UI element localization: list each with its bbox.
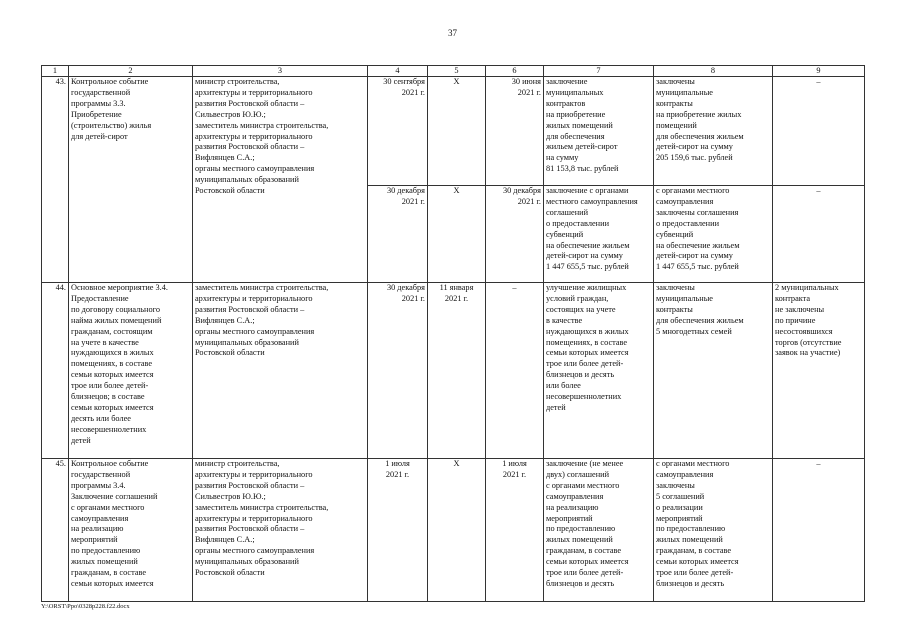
column-number: 8 (654, 66, 773, 77)
cell-line: 2 муниципальных (775, 283, 839, 292)
cell-line: несовершеннолетних (546, 392, 622, 402)
reason-cell (773, 283, 865, 459)
cell-line: 30 июня (511, 77, 541, 86)
row-number: 43. (42, 77, 69, 283)
cell-line: помещениях, в составе (546, 337, 628, 347)
cell-line: заключены (656, 480, 695, 490)
row-number: 44. (42, 283, 69, 459)
cell-line: 2021 г. (401, 293, 425, 303)
cell-line: Предоставление (71, 293, 129, 303)
actual-date-cell: – (486, 283, 544, 459)
cell-line: Ростовской области (195, 186, 265, 196)
cell-line: муниципальных образований (195, 337, 299, 347)
cell-line: самоуправления (656, 196, 714, 206)
cell-line: состоящих на учете (546, 304, 616, 314)
cell-line: заместитель министра строительства, (195, 120, 329, 130)
cell-line: муниципальные (656, 87, 713, 97)
planned-date-cell (368, 283, 428, 459)
cell-line: 1 447 655,5 тыс. рублей (546, 262, 629, 272)
cell-line: развития Ростовской области – (195, 480, 305, 490)
cell-line: 1 447 655,5 тыс. рублей (656, 262, 739, 272)
cell-line: в качестве (546, 315, 583, 325)
cell-line: (строительство) жилья (71, 120, 152, 130)
cell-line: семьи которых имеется (71, 370, 154, 380)
cell-line: на приобретение жилых (656, 109, 742, 119)
cell-line: для обеспечения жильем (656, 131, 744, 141)
executor-cell (193, 77, 368, 283)
column-number: 3 (193, 66, 368, 77)
column-number: 2 (69, 66, 193, 77)
cell-line: министр строительства, (195, 459, 280, 468)
cell-line: соглашений (546, 207, 589, 217)
actual-result-cell (654, 283, 773, 459)
cell-line: заключены (656, 283, 695, 292)
cell-line: или более (546, 381, 581, 391)
cell-line: несостоявшихся (775, 326, 833, 336)
cell-line: семьи которых имеется (656, 557, 739, 567)
cell-line: 30 декабря (502, 186, 541, 195)
column-number: 9 (773, 66, 865, 77)
cell-line: муниципальные (656, 293, 713, 303)
cell-line: с органами местного (546, 480, 620, 490)
cell-line: заместитель министра строительства, (195, 502, 329, 512)
cell-line: близнецов и десять (656, 578, 725, 588)
cell-line: Приобретение (71, 109, 122, 119)
cell-line: 30 сентября (383, 77, 425, 86)
cell-line: заместитель министра строительства, (195, 283, 329, 292)
page-number: 37 (448, 28, 457, 38)
cell-line: трое или более детей- (546, 568, 624, 578)
cell-line: детей-сирот на сумму (546, 251, 623, 261)
cell-line: на учете в качестве (71, 337, 139, 347)
cell-line: 5 соглашений (656, 491, 705, 501)
cell-line: 1 июля (502, 459, 527, 468)
cell-line: детей (71, 435, 91, 445)
table-row-44 (42, 283, 865, 459)
planned-date-cell (368, 186, 428, 283)
cell-line: Ростовской области (195, 348, 265, 358)
column-number: 5 (428, 66, 486, 77)
cell-line: 2021 г. (517, 87, 541, 97)
reason-cell: – (773, 459, 865, 602)
cell-line: мероприятий (71, 535, 118, 545)
cell-line: развития Ростовской области – (195, 142, 305, 152)
actual-start-cell: X (428, 186, 486, 283)
cell-line: 30 декабря (386, 186, 425, 195)
cell-line: 81 153,8 тыс. рублей (546, 164, 619, 174)
actual-start-cell: X (428, 459, 486, 602)
column-number: 4 (368, 66, 428, 77)
cell-line: на реализацию (546, 502, 599, 512)
column-number: 7 (544, 66, 654, 77)
cell-line: гражданам, в составе (546, 546, 622, 556)
table-row-45 (42, 459, 865, 602)
cell-line: жилых помещений (546, 535, 613, 545)
cell-line: условий граждан, (546, 293, 609, 303)
reason-cell: – (773, 186, 865, 283)
planned-result-cell (544, 186, 654, 283)
cell-line: 2021 г. (385, 469, 410, 479)
cell-line: заключение (546, 77, 588, 86)
cell-line: семьи которых имеется (71, 578, 154, 588)
actual-date-cell (486, 77, 544, 186)
cell-line: 11 января (439, 283, 474, 292)
cell-line: детей-сирот на сумму (656, 251, 733, 261)
cell-line: органы местного самоуправления (195, 326, 315, 336)
cell-line: с органами местного (656, 186, 730, 195)
column-number: 1 (42, 66, 69, 77)
cell-line: субвенций (656, 229, 694, 239)
cell-line: развития Ростовской области – (195, 524, 305, 534)
cell-line: помещениях, в составе (71, 359, 153, 369)
cell-line: субвенций (546, 229, 584, 239)
cell-line: архитектуры и территориального (195, 131, 313, 141)
actual-start-cell: X (428, 77, 486, 186)
cell-line: контракта (775, 293, 811, 303)
cell-line: Основное мероприятие 3.4. (71, 283, 168, 292)
planned-result-cell (544, 459, 654, 602)
planned-result-cell (544, 77, 654, 186)
cell-line: государственной (71, 469, 131, 479)
cell-line: для детей-сирот (71, 131, 128, 141)
cell-line: муниципальных образований (195, 175, 299, 185)
cell-line: о предоставлении (656, 218, 720, 228)
cell-line: архитектуры и территориального (195, 293, 313, 303)
cell-line: Ростовской области (195, 568, 265, 578)
event-name-cell (69, 459, 193, 602)
cell-line: заключены соглашения (656, 207, 739, 217)
cell-line: Сильвестров Ю.Ю.; (195, 491, 266, 501)
cell-line: трое или более детей- (656, 568, 734, 578)
cell-line: по предоставлению (546, 524, 616, 534)
cell-line: местного самоуправления (546, 196, 638, 206)
cell-line: заключены (656, 77, 695, 86)
cell-line: несовершеннолетних (71, 424, 147, 434)
cell-line: развития Ростовской области – (195, 304, 305, 314)
cell-line: министр строительства, (195, 77, 280, 86)
cell-line: не заключены (775, 304, 825, 314)
cell-line: мероприятий (546, 513, 593, 523)
column-number-row (42, 66, 865, 77)
cell-line: близнецов; в составе (71, 392, 145, 402)
row-number: 45. (42, 459, 69, 602)
cell-line: Сильвестров Ю.Ю.; (195, 109, 266, 119)
cell-line: 5 многодетных семей (656, 326, 732, 336)
actual-result-cell (654, 77, 773, 186)
cell-line: для обеспечения жильем (656, 315, 744, 325)
cell-line: по предоставлению (656, 524, 726, 534)
cell-line: 2021 г. (517, 196, 541, 206)
cell-line: муниципальных (546, 87, 604, 97)
cell-line: Контрольное событие (71, 459, 149, 468)
cell-line: 2021 г. (401, 196, 425, 206)
cell-line: семьи которых имеется (546, 348, 629, 358)
actual-date-cell (486, 186, 544, 283)
cell-line: на реализацию (71, 524, 124, 534)
cell-line: 2021 г. (401, 87, 425, 97)
cell-line: о предоставлении (546, 218, 610, 228)
cell-line: трое или более детей- (71, 381, 149, 391)
cell-line: по договору социального (71, 304, 160, 314)
cell-line: заключение с органами (546, 186, 629, 195)
executor-cell (193, 459, 368, 602)
cell-line: Вифлянцев С.А.; (195, 535, 255, 545)
cell-line: Вифлянцев С.А.; (195, 315, 255, 325)
cell-line: близнецов и десять (546, 370, 615, 380)
cell-line: гражданам, в составе (71, 568, 147, 578)
report-table (41, 65, 865, 602)
cell-line: на приобретение (546, 109, 606, 119)
cell-line: жилых помещений (656, 535, 723, 545)
cell-line: нуждающихся в жилых (71, 348, 154, 358)
cell-line: 1 июля (385, 459, 410, 468)
cell-line: жилых помещений (546, 120, 613, 130)
cell-line: жильем детей-сирот (546, 142, 618, 152)
cell-line: мероприятий (656, 513, 703, 523)
cell-line: 30 декабря (386, 283, 425, 292)
cell-line: архитектуры и территориального (195, 87, 313, 97)
cell-line: помещений (656, 120, 697, 130)
cell-line: по предоставлению (71, 546, 141, 556)
cell-line: торгов (отсутствие (775, 337, 842, 347)
executor-cell (193, 283, 368, 459)
cell-line: 205 159,6 тыс. рублей (656, 153, 733, 163)
cell-line: улучшение жилищных (546, 283, 627, 292)
actual-date-cell (486, 459, 544, 602)
cell-line: найма жилых помещений (71, 315, 162, 325)
cell-line: гражданам, в составе (656, 546, 732, 556)
cell-line: программы 3.4. (71, 480, 126, 490)
actual-result-cell (654, 186, 773, 283)
cell-line: контракты (656, 304, 693, 314)
cell-line: самоуправления (71, 513, 129, 523)
cell-line: 2021 г. (444, 293, 469, 303)
cell-line: муниципальных образований (195, 557, 299, 567)
actual-start-cell (428, 283, 486, 459)
cell-line: на обеспечение жильем (656, 240, 740, 250)
column-number: 6 (486, 66, 544, 77)
cell-line: развития Ростовской области – (195, 98, 305, 108)
actual-result-cell (654, 459, 773, 602)
cell-line: на сумму (546, 153, 579, 163)
cell-line: Заключение соглашений (71, 491, 158, 501)
file-path-footer: Y:\ORST\Ppo\0328p228.f22.docx (41, 603, 130, 610)
cell-line: семьи которых имеется (546, 557, 629, 567)
cell-line: гражданам, состоящим (71, 326, 153, 336)
planned-date-cell (368, 77, 428, 186)
cell-line: десять или более (71, 413, 131, 423)
cell-line: нуждающихся в жилых (546, 326, 629, 336)
event-name-cell (69, 77, 193, 283)
cell-line: жилых помещений (71, 557, 138, 567)
cell-line: самоуправления (656, 469, 714, 479)
cell-line: архитектуры и территориального (195, 469, 313, 479)
cell-line: близнецов и десять (546, 578, 615, 588)
cell-line: контракты (656, 98, 693, 108)
cell-line: самоуправления (546, 491, 604, 501)
cell-line: на обеспечение жильем (546, 240, 630, 250)
event-name-cell (69, 283, 193, 459)
table-row-43a (42, 77, 865, 186)
cell-line: заявок на участие) (775, 348, 841, 358)
cell-line: семьи которых имеется (71, 402, 154, 412)
cell-line: с органами местного (71, 502, 145, 512)
cell-line: контрактов (546, 98, 586, 108)
cell-line: с органами местного (656, 459, 730, 468)
cell-line: о реализации (656, 502, 703, 512)
cell-line: органы местного самоуправления (195, 546, 315, 556)
cell-line: государственной (71, 87, 131, 97)
planned-date-cell (368, 459, 428, 602)
planned-result-cell (544, 283, 654, 459)
cell-line: Контрольное событие (71, 77, 149, 86)
cell-line: детей-сирот на сумму (656, 142, 733, 152)
cell-line: трое или более детей- (546, 359, 624, 369)
cell-line: Вифлянцев С.А.; (195, 153, 255, 163)
cell-line: 2021 г. (502, 469, 527, 479)
cell-line: органы местного самоуправления (195, 164, 315, 174)
cell-line: для обеспечения (546, 131, 605, 141)
cell-line: программы 3.3. (71, 98, 126, 108)
cell-line: по причине (775, 315, 816, 325)
reason-cell: – (773, 77, 865, 186)
cell-line: заключение (не менее (546, 459, 624, 468)
cell-line: архитектуры и территориального (195, 513, 313, 523)
cell-line: детей (546, 402, 566, 412)
cell-line: двух) соглашений (546, 469, 610, 479)
